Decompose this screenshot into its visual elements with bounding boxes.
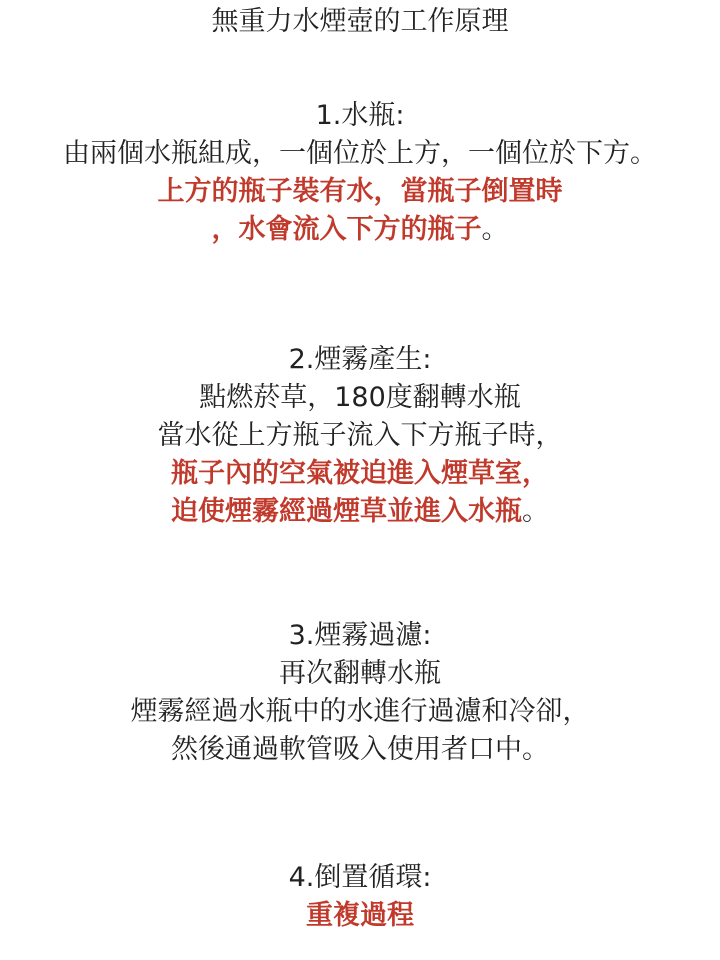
section-2-line-2-text: 當水從上方瓶子流入下方瓶子時， (157, 420, 563, 451)
section-2-line-4-text: 迫使煙霧經過煙草並進入水瓶 (171, 496, 522, 527)
section-3-line-3-text: 然後通過軟管吸入使用者口中。 (171, 734, 549, 765)
section-1-line-3-punct: 。 (481, 214, 509, 245)
section-3-line-3 (0, 732, 720, 768)
section-3-line-2-text: 煙霧經過水瓶中的水進行過濾和冷卻， (130, 696, 590, 727)
section-1-line-3-text: ，水會流入下方的瓶子 (211, 214, 482, 245)
section-3-line-1 (0, 656, 720, 692)
section-2-line-2 (0, 418, 720, 454)
section-2-line-1-text: 點燃菸草，180度翻轉水瓶 (199, 382, 521, 413)
page-title: 無重力水煙壺的工作原理 (211, 6, 509, 37)
section-2-line-4-punct: 。 (522, 496, 549, 527)
section-2-line-3 (0, 456, 720, 492)
section-1-line-3 (0, 212, 720, 248)
section-2-line-3-text: 瓶子內的空氣被迫進入煙草室， (171, 458, 549, 489)
section-1-line-2 (0, 174, 720, 210)
section-1-heading: 1.水瓶: (315, 100, 405, 131)
section-3-line-2 (0, 694, 720, 730)
section-2-heading: 2.煙霧產生: (288, 344, 432, 375)
section-4-heading: 4.倒置循環: (288, 862, 432, 893)
section-4-line-1 (0, 898, 720, 934)
section-1-line-1-text: 由兩個水瓶組成，一個位於上方，一個位於下方。 (63, 138, 657, 169)
section-2-line-4 (0, 494, 720, 530)
section-2-line-1 (0, 380, 720, 416)
section-1-line-2-text: 上方的瓶子裝有水，當瓶子倒置時 (157, 176, 563, 207)
section-3-heading: 3.煙霧過濾: (288, 620, 432, 651)
section-3-line-1-text: 再次翻轉水瓶 (279, 658, 441, 689)
section-1-line-1 (0, 136, 720, 172)
section-4-line-1-text: 重複過程 (306, 900, 414, 931)
